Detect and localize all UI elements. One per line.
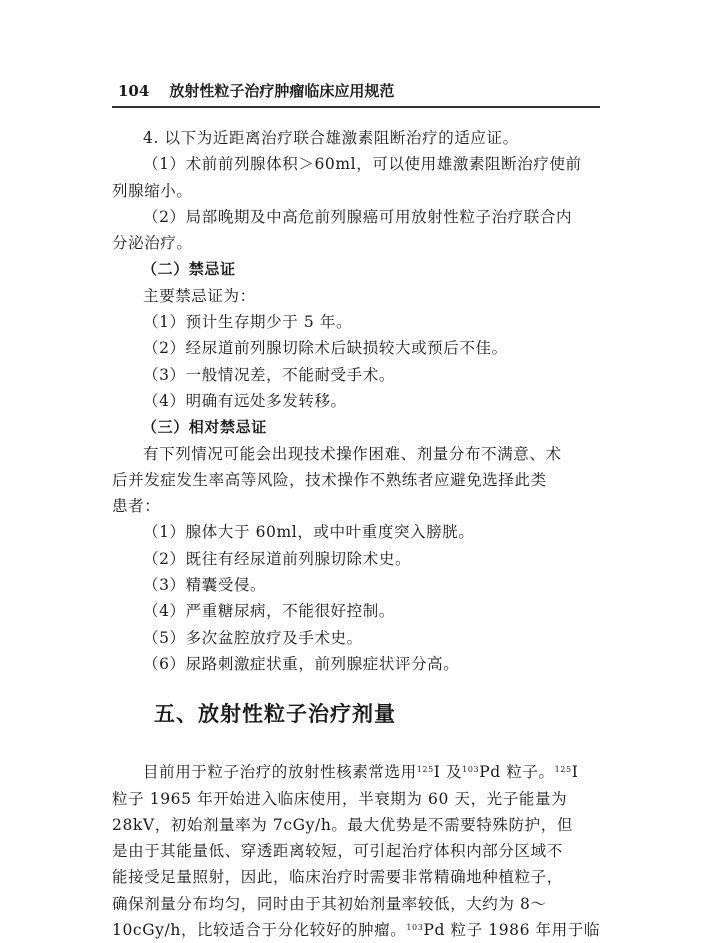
superscript: 125 — [416, 765, 434, 775]
paragraph-item4: 4. 以下为近距离治疗联合雄激素阻断治疗的适应证。 — [143, 129, 519, 147]
superscript: 125 — [554, 765, 572, 775]
list-item: （4）明确有远处多发转移。 — [143, 391, 347, 410]
list-item: （2）既往有经尿道前列腺切除术史。 — [143, 549, 412, 568]
text-run: 目前用于粒子治疗的放射性核素常选用 — [143, 763, 417, 782]
list-item: （6）尿路刺激症状重，前列腺症状评分高。 — [143, 654, 460, 673]
section-5-title: 五、放射性粒子治疗剂量 — [154, 702, 396, 727]
page-number: 104 — [118, 82, 150, 100]
book-title: 放射性粒子治疗肿瘤临床应用规范 — [169, 82, 395, 100]
paragraph-dose-line-2: 粒子 1965 年开始进入临床使用，半衰期为 60 天，光子能量为 — [112, 789, 568, 808]
paragraph-dose-line-7 — [112, 917, 602, 943]
text-run: 10cGy/h，比较适合于分化较好的肿瘤。 — [112, 921, 407, 940]
paragraph-dose-line-6: 确保剂量分布均匀，同时由于其初始剂量率较低，大约为 8～ — [112, 894, 547, 913]
text-run: Pd 粒子 1986 年用于临 — [423, 921, 601, 940]
paragraph-dose-line-1 — [112, 759, 602, 785]
relative-intro-b: 后并发症发生率高等风险，技术操作不熟练者应避免选择此类 — [112, 470, 547, 489]
paragraph-dose-line-4: 是由于其能量低、穿透距离较短，可引起治疗体积内部分区域不 — [112, 842, 563, 861]
text-run: Pd 粒子。 — [479, 763, 555, 782]
relative-intro-a: 有下列情况可能会出现技术操作困难、剂量分布不满意、术 — [143, 444, 562, 463]
list-item: （3）精囊受侵。 — [143, 576, 267, 595]
relative-intro-c: 患者： — [112, 497, 161, 516]
paragraph-dose-line-5: 能接受足量照射，因此，临床治疗时需要非常精确地种植粒子， — [112, 868, 563, 887]
paragraph-item4-2b: 分泌治疗。 — [112, 234, 193, 253]
page-body — [112, 125, 602, 943]
superscript: 103 — [406, 923, 424, 933]
superscript: 103 — [462, 765, 480, 775]
running-header — [112, 80, 600, 108]
subheading-contraindications: （二）禁忌证 — [142, 260, 236, 279]
list-item: （3）一般情况差，不能耐受手术。 — [143, 365, 395, 384]
paragraph-item4-1a: （1）术前前列腺体积＞60ml，可以使用雄激素阻断治疗使前 — [143, 155, 582, 174]
subheading-relative-contraindications: （三）相对禁忌证 — [142, 418, 267, 437]
list-item: （5）多次盆腔放疗及手术史。 — [143, 628, 363, 647]
paragraph-dose-line-3: 28kV，初始剂量率为 7cGy/h。最大优势是不需要特殊防护，但 — [112, 815, 573, 834]
list-item: （2）经尿道前列腺切除术后缺损较大或预后不佳。 — [143, 339, 508, 358]
list-item: （1）预计生存期少于 5 年。 — [143, 313, 353, 332]
contraindications-intro: 主要禁忌证为： — [143, 286, 256, 305]
paragraph-item4-2a: （2）局部晚期及中高危前列腺癌可用放射性粒子治疗联合内 — [143, 207, 573, 226]
text-run: I 及 — [433, 763, 463, 782]
list-item: （4）严重糖尿病，不能很好控制。 — [143, 602, 395, 621]
list-item: （1）腺体大于 60ml，或中叶重度突入膀胱。 — [143, 523, 475, 542]
text-run: I — [571, 763, 579, 782]
paragraph-item4-1b: 列腺缩小。 — [112, 181, 193, 200]
